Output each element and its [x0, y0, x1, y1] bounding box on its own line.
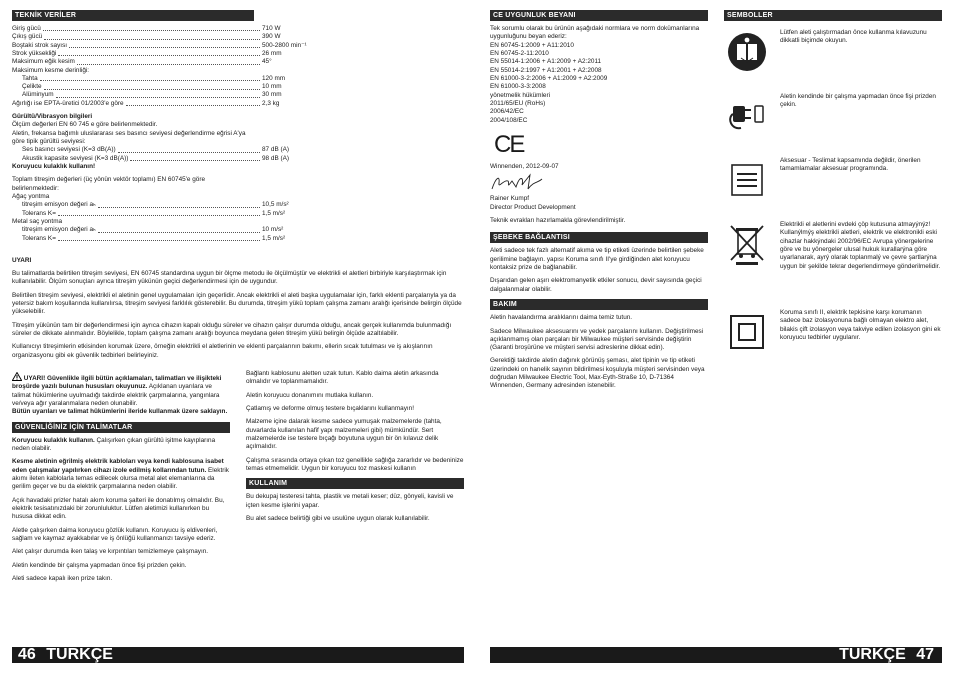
safety-cable-rest: Elektrik akımı ileten kablolarla temas edilecek olursa metal alet elemanlarına da gerilim geçer ve bu da elektrik çarpmalarına neden olabilir. — [12, 466, 229, 491]
safety-paragraph: Çalışma sırasında ortaya çıkan toz genellikle sağlığa zararlıdır ve bedeninize temas etmemelidir. Uygun bir koruyucu toz maskesi kullanın — [246, 456, 464, 472]
usage-paragraph: Bu alet sadece belirtiği gibi ve usulüne uygun olarak kullanılabilir. — [246, 515, 430, 523]
symbol-description: Koruma sınıfı II, elektrik tepkisine karşı korumanın sadece baz izolasyonuna bağlı olmayan elektro alet, bilakis çift izolasyon veya takviye edilen izolasyon gini ek koruyucu tedbirler uygulanır. — [780, 309, 941, 342]
safety-paragraph: Aletle çalışırken daima koruyucu gözlük kullanın. Koruyucu iş eldivenleri, sağlam ve kaymaz ayakkabılar ve iş önlüğü kullanmanızı tavsiye ederiz. — [12, 526, 218, 543]
safety-paragraph: Çatlamış ve deforme olmuş testere bıçaklarını kullanmayın! — [246, 404, 415, 412]
spec-row-label: Giriş gücü — [12, 25, 41, 33]
norm-item: 2006/42/EC — [490, 108, 524, 116]
noise-spec-row-value: 87 dB (A) — [262, 146, 289, 154]
noise-spec-row — [22, 155, 312, 163]
attention-rest: Açıklanan uyarılara ve talimat hükümlerine uyulmadığı takdirde elektrik çarpmalarına, yangınlara ve/veya ağır yaralanmalara neden olunabilir. — [12, 383, 220, 407]
ce-intro: Tek sorumlu olarak bu ürünün aşağıdaki normlara ve norm dokümanlarına uygunluğunu beyan ederiz: — [490, 25, 700, 41]
cut-spec-row-value: 10 mm — [262, 83, 282, 91]
weight-spec-row-value: 2,3 kg — [262, 99, 280, 107]
usage-paragraph: Bu dekupaj testeresi tahta, plastik ve metali keser; düz, gönyeli, kavisli ve içten kesme işlerini yapar. — [246, 493, 454, 509]
noise-spec-row-label: Akustik kapasite seviyesi (K=3 dB(A)) — [22, 154, 129, 162]
right-column-2 — [724, 10, 942, 355]
attention-block — [12, 372, 230, 417]
spec-row-label: Strok yüksekliği — [12, 49, 57, 57]
safety-paragraph: Aleti sadece kapalı iken prize takın. — [12, 575, 113, 582]
authorization-note: Teknik evrakları hazırlamakla görevlendirilmiştir. — [490, 217, 626, 225]
cut-spec-row — [22, 83, 312, 91]
mains-header: ŞEBEKE BAĞLANTISI — [490, 232, 708, 243]
spec-row-value: 500-2800 min⁻¹ — [262, 41, 307, 49]
leader-dots — [40, 80, 260, 81]
noise-title: Gürültü/Vibrasyon bilgileri — [12, 113, 93, 121]
spec-row — [12, 33, 312, 41]
leader-dots — [69, 47, 260, 48]
leader-dots — [58, 55, 260, 56]
symbol-row — [724, 29, 942, 75]
safety-ear-bold: Koruyucu kulaklık kullanın. — [12, 436, 95, 444]
metal-title: Metal saç yontma — [12, 217, 63, 225]
metal-spec-row-label: titreşim emisyon değeri aₕ — [22, 226, 96, 234]
leader-dots — [98, 232, 260, 233]
spec-row — [12, 42, 312, 50]
leader-dots — [58, 240, 260, 241]
wood-spec-row — [22, 201, 312, 209]
weee-bin-icon — [724, 221, 770, 267]
noise-spec-list — [12, 146, 312, 163]
wood-spec-list — [12, 201, 312, 218]
symbol-row — [724, 93, 942, 139]
right-column-1 — [490, 10, 708, 396]
metal-spec-row — [22, 226, 312, 234]
mains-paragraphs — [490, 247, 708, 294]
ce-mark: CE — [494, 131, 524, 159]
usage-paragraphs — [246, 493, 464, 523]
signature-image — [490, 171, 708, 195]
spec-row-value: 390 W — [262, 33, 281, 41]
metal-spec-row-value: 1,5 m/s² — [262, 234, 286, 242]
left-page-language: TÜRKÇE — [46, 646, 113, 663]
safety-paragraph: Açık havadaki prizler hatalı akım koruma şalteri ile donatılmış olmalıdır. Bu, elektrik tesisatınızdaki bir zorunluluktur. Lütfen aletimizi kullanırken bu hususa dikkat edin. — [12, 496, 225, 521]
symbol-row — [724, 221, 942, 291]
warning-paragraph: Belirtilen titreşim seviyesi, elektrikli el aletinin genel uygulamaları için geçerlidir. Ancak elektrikli el aleti başka uygulamalar için, farklı eklenti parçalarıyla ya da yetersiz bakım koşullarında kullanılırsa, titreşim seviyesi farklılık gösterebilir. Bu durumda, titreşim yükü toplam çalışma zamanı aralığı içerisinde belirgin ölçüde yükselebilir. — [12, 291, 462, 316]
right-page-number: 47 — [916, 646, 934, 663]
right-page-footer — [490, 647, 942, 663]
mid-paragraphs — [246, 370, 464, 473]
leader-dots — [43, 30, 260, 31]
unplug-icon — [724, 93, 770, 139]
symbol-description: Aletin kendinde bir çalışma yapmadan önce fişi prizden çekin. — [780, 93, 936, 109]
noise-spec-row — [22, 146, 312, 154]
noise-spec-row-label: Ses basıncı seviyesi (K=3 dB(A)) — [22, 146, 116, 154]
spec-row-label: Maksimum eğik kesim — [12, 58, 75, 66]
norm-item: yönetmelik hükümleri — [490, 91, 551, 99]
norm-item: EN 55014-1:2006 + A1:2009 + A2:2011 — [490, 58, 602, 66]
symbol-row — [724, 157, 942, 203]
warning-triangle-icon — [12, 375, 24, 382]
maintenance-paragraph: Aletin havalandırma aralıklarını daima temiz tutun. — [490, 314, 633, 322]
left-column-2 — [12, 372, 230, 588]
wood-spec-row-value: 1,5 m/s² — [262, 209, 286, 217]
wood-spec-row-label: Tolerans K= — [22, 209, 56, 217]
maintenance-paragraphs — [490, 314, 708, 391]
class-ii-icon — [724, 309, 770, 355]
left-column-3 — [246, 370, 464, 528]
usage-header: KULLANIM — [246, 478, 464, 489]
safety-paragraph: Aletin koruyucu donanımını mutlaka kullanın. — [246, 391, 374, 399]
noise-p2: Aletin, frekansa bağımlı uluslararası ses basıncı seviyesi değerlendirme eğrisi A'ya göre tipik gürültü seviyesi: — [12, 129, 246, 146]
weight-spec-row-label: Ağırlığı ise EPTA-üretici 01/2003'e göre — [12, 99, 124, 107]
leader-dots — [44, 89, 260, 90]
left-column-1 — [12, 10, 464, 365]
attention-bold: UYARI! Güvenlikle ilgili bütün açıklamaları, talimatları ve ilişikteki broşürde yazılı bulunan hususları okuyunuz. — [12, 375, 222, 391]
safety-paragraphs — [12, 497, 230, 584]
spec-row-value: 710 W — [262, 25, 281, 33]
right-page-language: TÜRKÇE — [839, 646, 906, 663]
warning-title: UYARI — [12, 256, 32, 264]
leader-dots — [126, 105, 260, 106]
warning-paragraph: Titreşim yükünün tam bir değerlendirmesi için ayrıca cihazın kapalı olduğu süreler ve cihazın çalışır durumda olduğu, ancak gerçek kullanımda bulunmadığı süreler de dikkate alınmalıdır. Böylelikle, toplam çalışma zamanı aralığı boyunca meydana gelen titreşim yükü belirgin ölçüde azaltılabilir. — [12, 321, 452, 338]
safety-ear-rest: Çalışırken çıkan gürültü işitme kayıplarına neden olabilir. — [12, 436, 216, 453]
spec-row-label: Boştaki strok sayısı — [12, 41, 68, 49]
norm-item: EN 60745-1:2009 + A11:2010 — [490, 41, 574, 49]
norm-item: EN 61000-3-3:2008 — [490, 83, 546, 91]
wood-title: Ağaç yontma — [12, 192, 50, 200]
ce-header: CE UYGUNLUK BEYANI — [490, 10, 708, 21]
weight-spec-row — [12, 100, 312, 108]
accessory-not-included-icon — [724, 157, 770, 203]
spec-list — [12, 25, 312, 66]
maintenance-header: BAKIM — [490, 299, 708, 310]
norm-item: EN 60745-2-11:2010 — [490, 50, 549, 58]
metal-spec-list — [12, 226, 312, 243]
max-cut-label: Maksimum kesme derinliği: — [12, 66, 90, 74]
mains-paragraph: Dışarıdan gelen aşırı elektromanyetik etkiler sonucu, devir sayısında geçici dalgalanmalar olabilir. — [490, 277, 702, 293]
spec-row — [12, 58, 312, 66]
read-manual-icon — [724, 29, 770, 75]
ear-protection-note: Koruyucu kulaklık kullanın! — [12, 163, 96, 170]
spec-row-label: Çıkış gücü — [12, 33, 43, 41]
tech-data-header: TEKNİK VERİLER — [12, 10, 254, 21]
spec-row-value: 45° — [262, 58, 272, 66]
noise-spec-row-value: 98 dB (A) — [262, 154, 289, 162]
symbol-row — [724, 309, 942, 355]
left-page-footer — [12, 647, 464, 663]
leader-dots — [130, 160, 260, 161]
spec-row-value: 26 mm — [262, 49, 282, 57]
safety-cable — [12, 458, 230, 491]
cut-spec-row-value: 30 mm — [262, 91, 282, 99]
leader-dots — [56, 97, 260, 98]
safety-paragraph: Alet çalışır durumda iken talaş ve kırpıntıları temizlemeye çalışmayın. — [12, 548, 209, 556]
safety-paragraph: Malzeme içine dalarak kesme sadece yumuşak malzemelerde (tahta, duvarlarda kullanılan hafif yapı malzemeleri gibi) mümkündür. Sert malzemelerde ise testere bıçağı boyutuna uygun bir ön kılavuz delik açılmalıdır. — [246, 418, 442, 451]
cut-spec-row-label: Tahta — [22, 74, 38, 82]
symbol-description: Aksesuar - Teslimat kapsamında değildir, önerilen tamamlamalar aksesuar programında. — [780, 157, 921, 173]
safety-header: GÜVENLİĞİNİZ İÇİN TALİMATLAR — [12, 422, 230, 433]
signer-name: Rainer Kumpf — [490, 195, 530, 203]
warning-paragraphs — [12, 270, 464, 360]
maintenance-paragraph: Sadece Milwaukee aksesuarını ve yedek parçalarını kullanın. Değiştirilmesi açıklanmamış olan parçaları bir Milwaukee müşteri servisinde değiştirin (Garanti broşürüne ve müşteri servisi adreslerine dikkat edin). — [490, 327, 704, 352]
wood-spec-row-label: titreşim emisyon değeri aₕ — [22, 201, 96, 209]
wood-spec-row-value: 10,5 m/s² — [262, 201, 289, 209]
cut-spec-list — [12, 75, 312, 100]
vibration-intro: Toplam titreşim değerleri (üç yönün vektör toplamı) EN 60745'e göre belirlenmektedir: — [12, 176, 206, 192]
left-page-number: 46 — [18, 646, 36, 663]
metal-spec-row-value: 10 m/s² — [262, 226, 284, 234]
safety-paragraph: Bağlantı kablosunu aletten uzak tutun. Kablo daima aletin arkasında olmalıdır ve toplanmamalıdır. — [246, 370, 439, 386]
norm-item: EN 55014-2:1997 + A1:2001 + A2:2008 — [490, 66, 602, 74]
warning-paragraph: Kullanıcıyı titreşimlerin etkisinden korumak üzere, örneğin elektrikli el aletlerinin ve eklenti parçalarının bakımı, ellerin sıcak tutulması ve iş akışlarının organizasyonu gibi ek güvenlik tedbirleri belirleyiniz. — [12, 343, 433, 359]
symbols-header: SEMBOLLER — [724, 10, 942, 21]
cut-spec-row-value: 120 mm — [262, 74, 286, 82]
mains-paragraph: Aleti sadece tek fazlı alternatif akıma ve tip etiketi üzerinde belirtilen şebeke gerilimine bağlayın. yapısı Koruma sınıfı II'ye girdiğinden alet koruyucu kontaksiz prize de bağlanabilir. — [490, 247, 704, 272]
norm-item: EN 61000-3-2:2006 + A1:2009 + A2:2009 — [490, 75, 608, 83]
leader-dots — [98, 207, 260, 208]
norm-list — [490, 42, 708, 125]
metal-spec-row-label: Tolerans K= — [22, 234, 56, 242]
norm-item: 2004/108/EC — [490, 116, 528, 124]
cut-spec-row-label: Alüminyum — [22, 91, 54, 99]
place-date: Winnenden, 2012-09-07 — [490, 163, 559, 171]
noise-p1: Ölçüm değerleri EN 60 745 e göre belirlenmektedir. — [12, 121, 158, 129]
leader-dots — [44, 39, 260, 40]
signer-title: Director Product Development — [490, 203, 576, 211]
cut-spec-row-label: Çelikte — [22, 83, 42, 91]
symbol-list — [724, 29, 942, 355]
maintenance-paragraph: Gerektiği takdirde aletin dağınık görünüş şeması, alet tipinin ve tip etiketi üzerindeki on hanelik sayının bildirilmesi koşuluyla müşteri servisinden veya doğrudan Milwaukee Electric Tool, Max-Eyth-Straße 10, D-71364 Winnenden, Germany adresinden istenebilir. — [490, 357, 705, 390]
symbol-description: Lütfen aleti çalıştırmadan önce kullanma kılavuzunu dikkatli biçimde okuyun. — [780, 29, 927, 45]
safety-ear — [12, 437, 230, 454]
metal-spec-row — [22, 235, 312, 243]
safety-paragraph: Aletin kendinde bir çalışma yapmadan önce fişi prizden çekin. — [12, 561, 187, 569]
warning-paragraph: Bu talimatlarda belirtilen titreşim seviyesi, EN 60745 standardına uygun bir ölçme metodu ile ölçülmüştür ve elektrikli el aletleri birbiriyle karşılaştırmak için kullanılabilir. Ölçüm sonuçları ayrıca titreşim yükünün geçici değerlendirmesi için de uygundur. — [12, 270, 447, 286]
norm-item: 2011/65/EU (RoHs) — [490, 100, 546, 108]
spec-row — [12, 25, 312, 33]
attention-keep: Bütün uyarıları ve talimat hükümlerini ileride kullanmak üzere saklayın. — [12, 408, 228, 416]
wood-spec-row — [22, 210, 312, 218]
leader-dots — [77, 64, 260, 65]
cut-spec-row — [22, 92, 312, 100]
safety-cable-bold: Kesme aletinin eğrilmiş elektrik kabloları veya kendi kablosuna isabet eden çalışmalar yapılırken cihazı izole edilmiş kollarından tutun. — [12, 458, 224, 474]
leader-dots — [58, 215, 260, 216]
weight-row — [12, 100, 312, 108]
leader-dots — [118, 152, 260, 153]
cut-spec-row — [22, 75, 312, 83]
symbol-description: Elektrikli el aletlerini evdeki çöp kutusuna atmayýnýz! Kullanýlmýş elektrikli aletleri, elektrik ve elektronikli eski cihazlar hakkýndaki 2002/96/EC Avrupa yönergelerine göre ve bu yönergeler ulusal hukuk kurallarýna göre uyarlanarak, ayrý olarak toplanmalý ve çevre şartlarýna uygun bir şekilde tekrar degerlendirmeye gönderilmelidir. — [780, 221, 941, 270]
